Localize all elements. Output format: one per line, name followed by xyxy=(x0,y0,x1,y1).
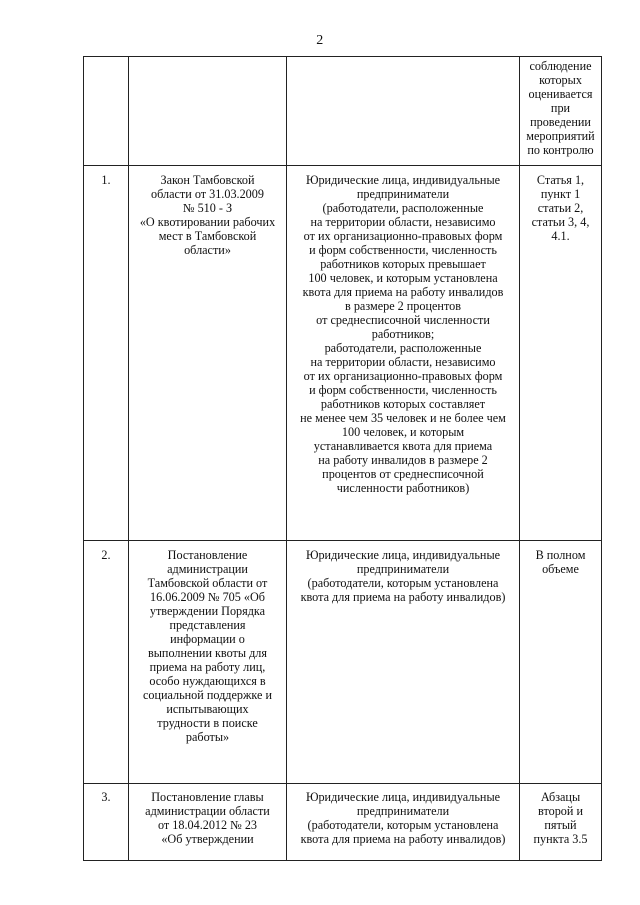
articles-text: Статья 1, пункт 1 статьи 2, статьи 3, 4, 4.1. xyxy=(531,173,590,243)
subjects-text: Юридические лица, индивидуальные предприниматели (работодатели, которым установлена квота для приема на работу инвалидов) xyxy=(300,548,506,604)
subjects-text: Юридические лица, индивидуальные предприниматели (работодатели, которым установлена квота для приема на работу инвалидов) xyxy=(300,790,506,846)
articles-text: Абзацы второй и пятый пункта 3.5 xyxy=(533,790,588,846)
row-number: 2. xyxy=(101,548,111,562)
regulations-table xyxy=(83,56,602,861)
cell-articles xyxy=(520,784,602,861)
cell-number xyxy=(84,541,129,784)
act-text: Постановление администрации Тамбовской области от 16.06.2009 № 705 «Об утверждении Порядка представления информации о выполнении квоты для приема на работу лиц, особо нуждающихся в социальной поддержке и испытывающих трудности в поиске работы» xyxy=(142,548,273,744)
cell-number xyxy=(84,784,129,861)
cell-subjects xyxy=(287,784,520,861)
articles-text: соблюдение которых оценивается при проведении мероприятий по контролю xyxy=(526,59,595,157)
cell-articles xyxy=(520,57,602,166)
page-number: 2 xyxy=(316,33,324,48)
articles-text: В полном объеме xyxy=(535,548,586,576)
cell-number xyxy=(84,166,129,541)
act-text: Закон Тамбовской области от 31.03.2009 № 510 - З «О квотировании рабочих мест в Тамбовской области» xyxy=(139,173,276,257)
act-text: Постановление главы администрации области от 18.04.2012 № 23 «Об утверждении xyxy=(145,790,270,846)
table-row-continuation xyxy=(84,57,602,166)
cell-subjects xyxy=(287,541,520,784)
row-number: 3. xyxy=(101,790,111,804)
cell-subjects xyxy=(287,57,520,166)
cell-act xyxy=(129,541,287,784)
table-row xyxy=(84,541,602,784)
cell-act xyxy=(129,784,287,861)
cell-act xyxy=(129,57,287,166)
table-row xyxy=(84,784,602,861)
row-number: 1. xyxy=(101,173,111,187)
cell-act xyxy=(129,166,287,541)
cell-articles xyxy=(520,166,602,541)
subjects-text: Юридические лица, индивидуальные предприниматели (работодатели, расположенные на территории области, независимо от их организационно-правовых форм и форм собственности, численность работников которых превышает 100 человек, и которым установлена квота для приема на работу инвалидов в размере 2 процентов от среднесписочной численности работников; работодатели, расположенные на территории области, независимо от их организационно-правовых форм и форм собственности, численность работников которых составляет не менее чем 35 человек и не более чем 100 человек, и которым устанавливается квота для приема на работу инвалидов в размере 2 процентов от среднесписочной численности работников) xyxy=(300,173,506,495)
table-row xyxy=(84,166,602,541)
cell-subjects xyxy=(287,166,520,541)
cell-number xyxy=(84,57,129,166)
cell-articles xyxy=(520,541,602,784)
